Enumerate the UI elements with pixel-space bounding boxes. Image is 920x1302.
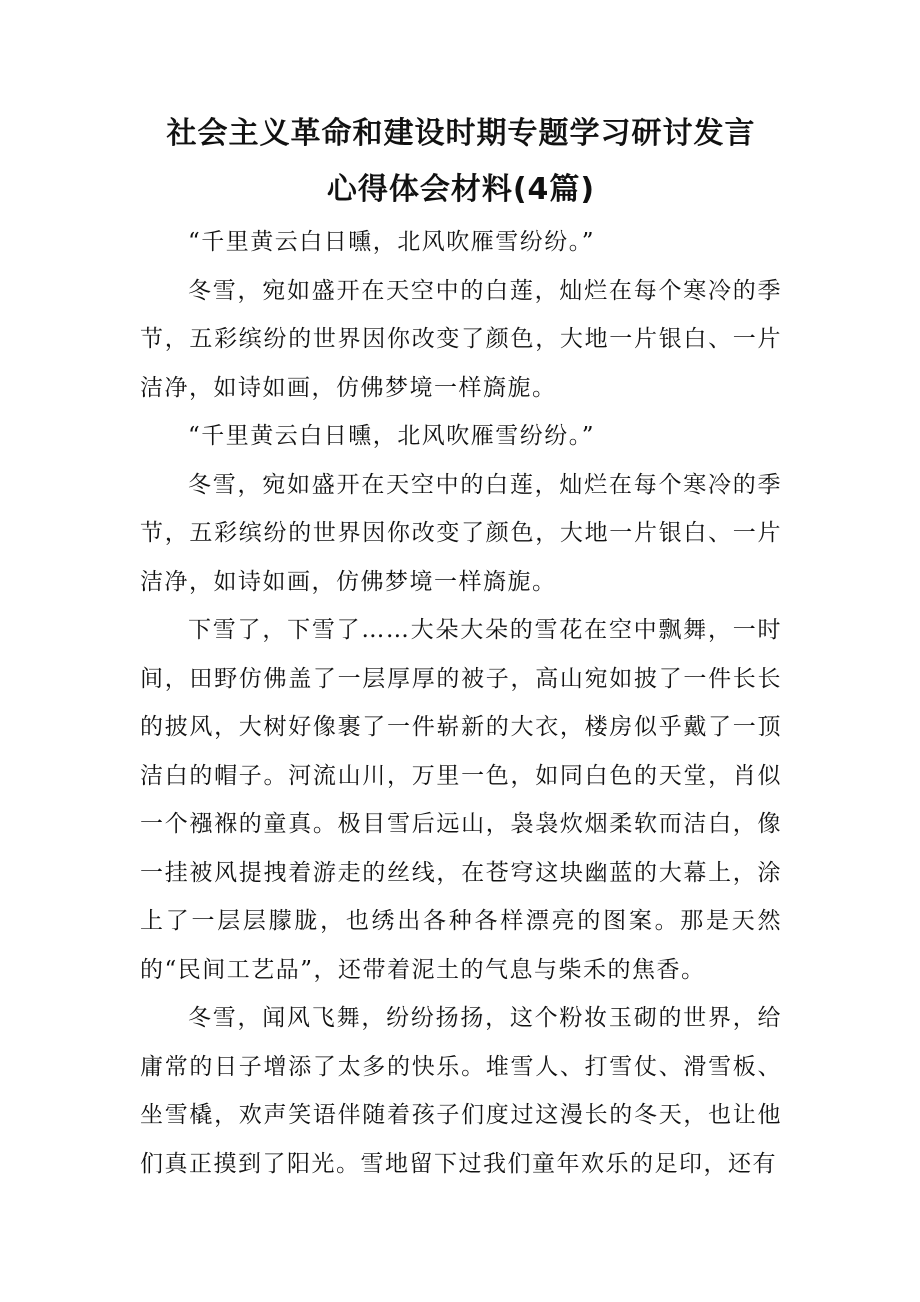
title-line-1: 社会主义革命和建设时期专题学习研讨发言 xyxy=(166,116,756,151)
title-line-2: 心得体会材料(4篇) xyxy=(326,172,596,207)
paragraph-6: 冬雪，闻风飞舞，纷纷扬扬，这个粉妆玉砌的世界，给庸常的日子增添了太多的快乐。堆雪人、打雪仗、滑雪板、坐雪橇，欢声笑语伴随着孩子们度过这漫长的冬天，也让他们真正摸到了阳光。雪地留下过我们童年欢乐的足印，还有 xyxy=(140,1005,782,1177)
paragraph-3: “千里黄云白日曛，北风吹雁雪纷纷。” xyxy=(188,423,596,449)
paragraph-4: 冬雪，宛如盛开在天空中的白莲，灿烂在每个寒冷的季节，五彩缤纷的世界因你改变了颜色，大地一片银白、一片洁净，如诗如画，仿佛梦境一样旖旎。 xyxy=(140,471,782,595)
document-title xyxy=(140,106,782,218)
paragraph-5: 下雪了，下雪了……大朵大朵的雪花在空中飘舞，一时间，田野仿佛盖了一层厚厚的被子，高山宛如披了一件长长的披风，大树好像裹了一件崭新的大衣，楼房似乎戴了一顶洁白的帽子。河流山川，万里一色，如同白色的天堂，肖似一个襁褓的童真。极目雪后远山，袅袅炊烟柔软而洁白，像一挂被风提拽着游走的丝线，在苍穹这块幽蓝的大幕上，涂上了一层层朦胧，也绣出各种各样漂亮的图案。那是天然的“民间工艺品”，还带着泥土的气息与柴禾的焦香。 xyxy=(140,617,782,983)
paragraph-1: “千里黄云白日曛，北风吹雁雪纷纷。” xyxy=(188,229,596,255)
document-body xyxy=(140,218,782,1188)
document-page xyxy=(140,106,782,1188)
paragraph-2: 冬雪，宛如盛开在天空中的白莲，灿烂在每个寒冷的季节，五彩缤纷的世界因你改变了颜色，大地一片银白、一片洁净，如诗如画，仿佛梦境一样旖旎。 xyxy=(140,277,782,401)
